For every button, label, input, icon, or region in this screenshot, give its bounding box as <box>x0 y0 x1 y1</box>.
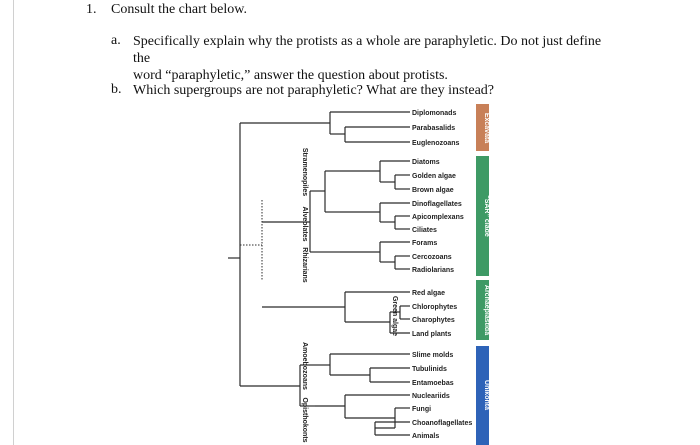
taxon-fungi: Fungi <box>412 406 432 413</box>
taxon-cercozoans: Cercozoans <box>412 254 452 261</box>
taxon-radiolarians: Radiolarians <box>412 267 455 274</box>
taxon-animals: Animals <box>412 433 440 440</box>
part-a-line2: word “paraphyletic,” answer the question about protists. <box>133 68 448 83</box>
taxon-diplomonads: Diplomonads <box>412 110 457 117</box>
taxon-golden-algae: Golden algae <box>412 173 456 180</box>
taxon-ciliates: Ciliates <box>412 227 437 234</box>
part-b-letter: b. <box>111 82 122 97</box>
clade-amoebozoans-label: Amoebozoans <box>301 342 308 390</box>
part-b-line1: Which supergroups are not paraphyletic? What are they instead? <box>133 83 495 98</box>
taxon-nucleariids: Nucleariids <box>412 393 450 400</box>
part-a-line1: Specifically explain why the protists as a whole are paraphyletic. Do not just define the <box>133 34 602 66</box>
taxon-diatoms: Diatoms <box>412 159 440 166</box>
taxon-chlorophytes: Chlorophytes <box>412 304 458 311</box>
part-a-letter: a. <box>111 33 121 48</box>
taxon-euglenozoans: Euglenozoans <box>412 140 460 147</box>
taxon-choanoflagellates: Choanoflagellates <box>412 420 473 427</box>
taxon-brown-algae: Brown algae <box>412 187 454 194</box>
question-number: 1. <box>86 2 97 17</box>
taxon-tubulinids: Tubulinids <box>412 366 447 373</box>
taxon-red-algae: Red algae <box>412 290 446 297</box>
excavata-label: Excavata <box>483 112 490 144</box>
clade-green-algae-label: Green algae <box>391 295 398 337</box>
question-prompt: Consult the chart below. <box>111 2 247 17</box>
taxon-labels <box>412 110 472 440</box>
clade-stramenopiles-label: Stramenopiles <box>301 147 308 197</box>
taxon-forams: Forams <box>412 240 438 247</box>
taxon-slime-molds: Slime molds <box>412 352 454 359</box>
taxon-apicomplexans: Apicomplexans <box>412 214 464 221</box>
taxon-land-plants: Land plants <box>412 331 452 338</box>
taxon-parabasalids: Parabasalids <box>412 125 456 132</box>
taxon-charophytes: Charophytes <box>412 317 455 324</box>
clade-opisthokonts-label: Opisthokonts <box>301 397 308 443</box>
unikonta-label: Unikonta <box>483 380 490 410</box>
clade-rhizarians-label: Rhizarians <box>301 247 308 283</box>
sar-clade-label: “SAR” clade <box>483 195 490 237</box>
taxon-entamoebas: Entamoebas <box>412 380 454 387</box>
taxon-dinoflagellates: Dinoflagellates <box>412 201 462 208</box>
clade-alveolates-label: Alveolates <box>301 206 308 242</box>
archaeplastida-label: Archaeplastida <box>483 284 490 336</box>
tree-branches <box>228 112 410 435</box>
